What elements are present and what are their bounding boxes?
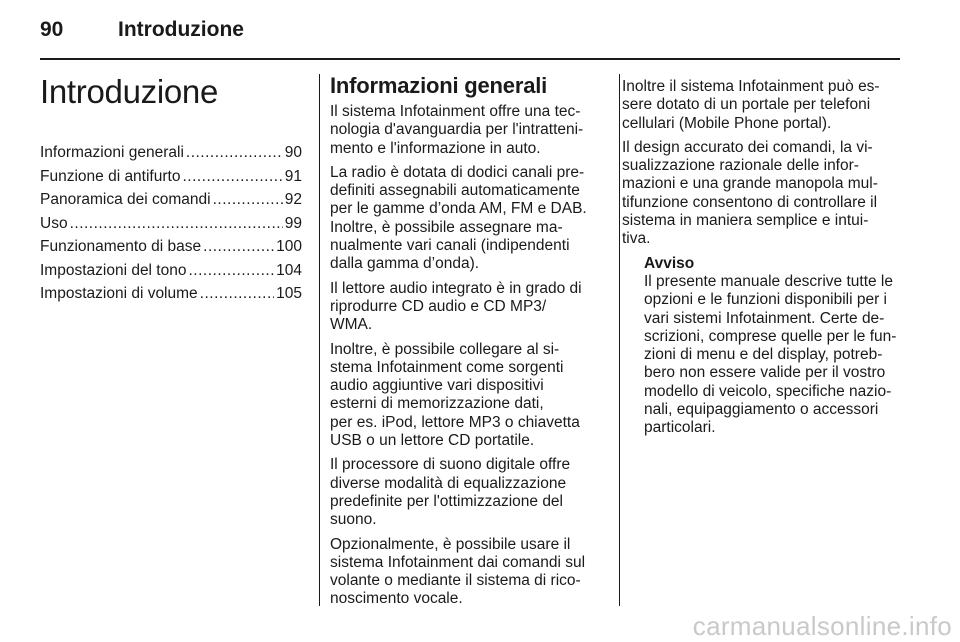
toc-entry-page: 92 <box>284 191 302 208</box>
toc-entry-label: Impostazioni di volume <box>40 285 198 302</box>
toc-list <box>40 144 302 309</box>
toc-entry-label: Impostazioni del tono <box>40 261 187 279</box>
toc-entry[interactable] <box>40 215 302 239</box>
page-number: 90 <box>40 18 64 41</box>
body-paragraph: Opzionalmente, è possibile usare il sistema Infotainment dai comandi sul volante o mediante il sistema di rico- noscimento vocale. <box>330 535 586 608</box>
body-paragraph: Inoltre il sistema Infotainment può es- sere dotato di un portale per telefoni cellulari (Mobile Phone portal). <box>622 78 880 132</box>
notice-title: Avviso <box>644 254 695 272</box>
body-paragraph: La radio è dotata di dodici canali pre- definiti assegnabili automaticamente per le gamme d’onda AM, FM e DAB. Inoltre, è possibile assegnare ma- nualmente vari canali (indipendenti dalla gamma d’onda). <box>330 163 587 273</box>
toc-entry-label: Funzione di antifurto <box>40 167 181 185</box>
notice-text: Il presente manuale descrive tutte le opzioni e le funzioni disponibili per i vari sistemi Infotainment. Certe de- scrizioni, comprese quelle per le fun- zioni di menu e del display, potreb- bero non essere valide per il vostro modello di veicolo, specifiche nazio- nali, equipaggiamento o accessori particolari. <box>644 272 897 437</box>
toc-entry-label: Panoramica dei comandi <box>40 191 211 208</box>
toc-leader-dots <box>70 215 283 233</box>
body-paragraph: Il processore di suono digitale offre diverse modalità di equalizzazione predefinite per l'ottimizzazione del suono. <box>330 456 571 529</box>
section-title: Informazioni generali <box>330 73 548 98</box>
notice-box <box>644 255 904 438</box>
toc-entry-page: 100 <box>276 238 302 255</box>
toc-leader-dots <box>203 238 274 256</box>
toc-leader-dots <box>213 191 283 209</box>
toc-entry[interactable] <box>40 262 302 286</box>
toc-entry-label: Informazioni generali <box>40 144 184 161</box>
body-paragraph: Il sistema Infotainment offre una tec- nologia d'avanguardia per l'intratteni- mento e l'informazione in auto. <box>330 103 584 157</box>
toc-entry[interactable] <box>40 144 302 168</box>
column-divider-left <box>319 74 320 606</box>
body-column-middle <box>330 72 605 615</box>
toc-leader-dots <box>200 285 274 303</box>
body-paragraph: Il design accurato dei comandi, la vi- sualizzazione razionale delle infor- mazioni e una grande manopola mul- tifunzione consentono di controllare il sistema in maniera semplice e intui- tiva. <box>622 138 878 248</box>
toc-leader-dots <box>188 262 274 280</box>
toc-entry-label: Uso <box>40 214 68 232</box>
header-title: Introduzione <box>118 18 244 41</box>
column-divider-right <box>619 74 620 606</box>
toc-entry[interactable] <box>40 285 302 309</box>
toc-entry-page: 105 <box>276 285 302 302</box>
toc-leader-dots <box>186 144 283 162</box>
body-paragraph: Inoltre, è possibile collegare al si- stema Infotainment come sorgenti audio aggiuntive vari dispositivi esterni di memorizzazione dati, per es. iPod, lettore MP3 o chiavetta USB o un lettore CD portatile. <box>330 340 580 450</box>
chapter-title: Introduzione <box>40 73 219 110</box>
toc-entry-page: 104 <box>276 261 302 279</box>
body-paragraph: Il lettore audio integrato è in grado di riprodurre CD audio e CD MP3/ WMA. <box>330 279 582 334</box>
toc-entry-label: Funzionamento di base <box>40 238 202 255</box>
toc-entry-page: 90 <box>284 144 302 161</box>
body-column-right <box>622 78 904 438</box>
toc-leader-dots <box>182 168 282 186</box>
toc-entry[interactable] <box>40 238 302 262</box>
toc-entry[interactable] <box>40 191 302 215</box>
site-watermark: carmanualsonline.info <box>692 611 952 641</box>
toc-entry[interactable] <box>40 168 302 192</box>
header-rule <box>40 58 900 60</box>
toc-entry-page: 99 <box>284 214 302 232</box>
toc-entry-page: 91 <box>284 167 302 185</box>
toc-column <box>40 72 302 309</box>
